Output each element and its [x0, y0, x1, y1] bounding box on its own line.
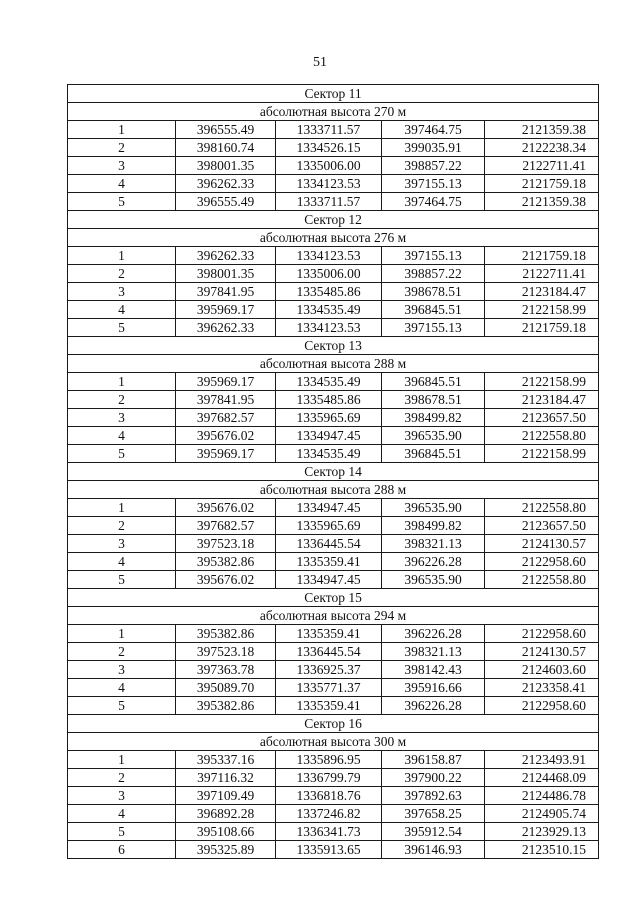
y1-value: 1334947.45 [276, 571, 382, 589]
x2-value: 396226.28 [382, 553, 485, 571]
point-number: 1 [68, 373, 176, 391]
x1-value: 398160.74 [176, 139, 276, 157]
y2-value: 2124486.78 [485, 787, 599, 805]
table-row [68, 193, 599, 211]
x2-value: 396535.90 [382, 427, 485, 445]
x1-value: 396555.49 [176, 193, 276, 211]
y1-value: 1336445.54 [276, 643, 382, 661]
y1-value: 1335965.69 [276, 517, 382, 535]
x2-value: 398857.22 [382, 157, 485, 175]
x2-value: 396845.51 [382, 373, 485, 391]
y1-value: 1337246.82 [276, 805, 382, 823]
table-row [68, 301, 599, 319]
x2-value: 398142.43 [382, 661, 485, 679]
x1-value: 396262.33 [176, 319, 276, 337]
sector-header-row [68, 337, 599, 373]
sector-header-row [68, 589, 599, 625]
point-number: 3 [68, 283, 176, 301]
point-number: 1 [68, 751, 176, 769]
table-row [68, 121, 599, 139]
y1-value: 1335965.69 [276, 409, 382, 427]
y2-value: 2122158.99 [485, 373, 599, 391]
table-row [68, 517, 599, 535]
x2-value: 397464.75 [382, 193, 485, 211]
y1-value: 1335006.00 [276, 265, 382, 283]
sector-title: Сектор 16 [68, 715, 598, 733]
y2-value: 2123358.41 [485, 679, 599, 697]
x1-value: 398001.35 [176, 157, 276, 175]
sector-header-row [68, 85, 599, 121]
point-number: 2 [68, 139, 176, 157]
x2-value: 398857.22 [382, 265, 485, 283]
x1-value: 395382.86 [176, 697, 276, 715]
table-row [68, 643, 599, 661]
y2-value: 2122958.60 [485, 697, 599, 715]
y2-value: 2122711.41 [485, 265, 599, 283]
y1-value: 1334123.53 [276, 175, 382, 193]
y1-value: 1335771.37 [276, 679, 382, 697]
sector-header-cell [68, 589, 599, 625]
table-body [68, 85, 599, 859]
y2-value: 2123184.47 [485, 283, 599, 301]
point-number: 3 [68, 409, 176, 427]
point-number: 5 [68, 697, 176, 715]
y2-value: 2123184.47 [485, 391, 599, 409]
y2-value: 2123510.15 [485, 841, 599, 859]
y1-value: 1335006.00 [276, 157, 382, 175]
x2-value: 397658.25 [382, 805, 485, 823]
x1-value: 397363.78 [176, 661, 276, 679]
x2-value: 397155.13 [382, 319, 485, 337]
y2-value: 2122958.60 [485, 553, 599, 571]
x2-value: 395912.54 [382, 823, 485, 841]
x2-value: 397155.13 [382, 247, 485, 265]
table-row [68, 409, 599, 427]
point-number: 3 [68, 661, 176, 679]
y2-value: 2121759.18 [485, 247, 599, 265]
point-number: 3 [68, 157, 176, 175]
y2-value: 2123929.13 [485, 823, 599, 841]
point-number: 4 [68, 175, 176, 193]
y1-value: 1334947.45 [276, 499, 382, 517]
x2-value: 396226.28 [382, 625, 485, 643]
x2-value: 397155.13 [382, 175, 485, 193]
point-number: 4 [68, 679, 176, 697]
y1-value: 1335359.41 [276, 697, 382, 715]
x1-value: 395969.17 [176, 445, 276, 463]
y2-value: 2123657.50 [485, 409, 599, 427]
table-row [68, 535, 599, 553]
point-number: 5 [68, 193, 176, 211]
x2-value: 397892.63 [382, 787, 485, 805]
x2-value: 399035.91 [382, 139, 485, 157]
x2-value: 396226.28 [382, 697, 485, 715]
point-number: 2 [68, 517, 176, 535]
point-number: 2 [68, 391, 176, 409]
y1-value: 1333711.57 [276, 121, 382, 139]
x2-value: 396146.93 [382, 841, 485, 859]
sector-header-cell [68, 211, 599, 247]
table-row [68, 373, 599, 391]
y1-value: 1334526.15 [276, 139, 382, 157]
x1-value: 395382.86 [176, 625, 276, 643]
table-row [68, 625, 599, 643]
x1-value: 395969.17 [176, 301, 276, 319]
sector-altitude: абсолютная высота 276 м [259, 230, 407, 245]
table-row [68, 841, 599, 859]
x1-value: 397841.95 [176, 391, 276, 409]
table-row [68, 499, 599, 517]
point-number: 1 [68, 499, 176, 517]
x2-value: 398678.51 [382, 391, 485, 409]
sector-header-cell [68, 337, 599, 373]
y2-value: 2124603.60 [485, 661, 599, 679]
x1-value: 396262.33 [176, 175, 276, 193]
sector-altitude: абсолютная высота 300 м [259, 734, 407, 749]
y2-value: 2122238.34 [485, 139, 599, 157]
table-row [68, 661, 599, 679]
y2-value: 2123493.91 [485, 751, 599, 769]
y2-value: 2124468.09 [485, 769, 599, 787]
table-row [68, 571, 599, 589]
y1-value: 1335359.41 [276, 625, 382, 643]
x1-value: 397523.18 [176, 535, 276, 553]
y1-value: 1335359.41 [276, 553, 382, 571]
sector-title: Сектор 13 [68, 337, 598, 355]
table-row [68, 679, 599, 697]
x1-value: 396262.33 [176, 247, 276, 265]
y2-value: 2122558.80 [485, 427, 599, 445]
sector-altitude: абсолютная высота 294 м [259, 608, 407, 623]
point-number: 6 [68, 841, 176, 859]
x1-value: 395676.02 [176, 571, 276, 589]
y2-value: 2122558.80 [485, 571, 599, 589]
point-number: 2 [68, 265, 176, 283]
x2-value: 398499.82 [382, 409, 485, 427]
table-row [68, 139, 599, 157]
sector-coordinates-table [67, 84, 599, 859]
y1-value: 1333711.57 [276, 193, 382, 211]
x2-value: 398499.82 [382, 517, 485, 535]
page-number: 51 [313, 55, 327, 70]
table-row [68, 157, 599, 175]
table-row [68, 175, 599, 193]
x2-value: 398678.51 [382, 283, 485, 301]
x1-value: 397523.18 [176, 643, 276, 661]
y1-value: 1336341.73 [276, 823, 382, 841]
y1-value: 1336925.37 [276, 661, 382, 679]
y1-value: 1334535.49 [276, 301, 382, 319]
table-row [68, 697, 599, 715]
x2-value: 396535.90 [382, 499, 485, 517]
point-number: 3 [68, 535, 176, 553]
y2-value: 2122558.80 [485, 499, 599, 517]
table-row [68, 391, 599, 409]
table-row [68, 445, 599, 463]
x1-value: 395676.02 [176, 499, 276, 517]
y2-value: 2122158.99 [485, 445, 599, 463]
y1-value: 1334123.53 [276, 247, 382, 265]
sector-header-row [68, 463, 599, 499]
table-row [68, 787, 599, 805]
table-row [68, 427, 599, 445]
x2-value: 396845.51 [382, 301, 485, 319]
table-row [68, 247, 599, 265]
y2-value: 2124130.57 [485, 535, 599, 553]
x1-value: 395382.86 [176, 553, 276, 571]
x1-value: 395325.89 [176, 841, 276, 859]
point-number: 4 [68, 805, 176, 823]
x1-value: 397682.57 [176, 517, 276, 535]
x1-value: 395089.70 [176, 679, 276, 697]
x1-value: 397116.32 [176, 769, 276, 787]
x1-value: 396892.28 [176, 805, 276, 823]
x2-value: 398321.13 [382, 643, 485, 661]
y1-value: 1334535.49 [276, 373, 382, 391]
table-row [68, 769, 599, 787]
y2-value: 2124905.74 [485, 805, 599, 823]
x2-value: 396535.90 [382, 571, 485, 589]
table-row [68, 553, 599, 571]
point-number: 5 [68, 319, 176, 337]
point-number: 2 [68, 769, 176, 787]
sector-title: Сектор 12 [68, 211, 598, 229]
sector-title: Сектор 15 [68, 589, 598, 607]
x1-value: 397841.95 [176, 283, 276, 301]
point-number: 1 [68, 625, 176, 643]
x2-value: 397900.22 [382, 769, 485, 787]
x1-value: 395108.66 [176, 823, 276, 841]
y1-value: 1334535.49 [276, 445, 382, 463]
y2-value: 2121359.38 [485, 121, 599, 139]
y2-value: 2121359.38 [485, 193, 599, 211]
y1-value: 1335485.86 [276, 283, 382, 301]
y2-value: 2122158.99 [485, 301, 599, 319]
x1-value: 397109.49 [176, 787, 276, 805]
y2-value: 2121759.18 [485, 175, 599, 193]
x1-value: 395337.16 [176, 751, 276, 769]
point-number: 1 [68, 247, 176, 265]
x2-value: 397464.75 [382, 121, 485, 139]
y2-value: 2121759.18 [485, 319, 599, 337]
sector-header-cell [68, 715, 599, 751]
point-number: 5 [68, 571, 176, 589]
sector-title: Сектор 14 [68, 463, 598, 481]
x2-value: 398321.13 [382, 535, 485, 553]
y1-value: 1336799.79 [276, 769, 382, 787]
y1-value: 1334123.53 [276, 319, 382, 337]
y1-value: 1334947.45 [276, 427, 382, 445]
x2-value: 396158.87 [382, 751, 485, 769]
y1-value: 1335896.95 [276, 751, 382, 769]
table-row [68, 751, 599, 769]
point-number: 5 [68, 823, 176, 841]
table-row [68, 319, 599, 337]
table-row [68, 265, 599, 283]
point-number: 4 [68, 553, 176, 571]
point-number: 2 [68, 643, 176, 661]
x1-value: 396555.49 [176, 121, 276, 139]
sector-header-row [68, 715, 599, 751]
point-number: 3 [68, 787, 176, 805]
point-number: 5 [68, 445, 176, 463]
x1-value: 395969.17 [176, 373, 276, 391]
y2-value: 2122711.41 [485, 157, 599, 175]
y2-value: 2122958.60 [485, 625, 599, 643]
sector-header-cell [68, 85, 599, 121]
y2-value: 2123657.50 [485, 517, 599, 535]
table-row [68, 283, 599, 301]
table-row [68, 805, 599, 823]
x1-value: 397682.57 [176, 409, 276, 427]
sector-header-cell [68, 463, 599, 499]
sector-altitude: абсолютная высота 288 м [259, 482, 407, 497]
y1-value: 1335913.65 [276, 841, 382, 859]
x2-value: 396845.51 [382, 445, 485, 463]
y1-value: 1336445.54 [276, 535, 382, 553]
sector-altitude: абсолютная высота 288 м [259, 356, 407, 371]
sector-altitude: абсолютная высота 270 м [259, 104, 407, 119]
sector-title: Сектор 11 [68, 85, 598, 103]
x1-value: 398001.35 [176, 265, 276, 283]
x1-value: 395676.02 [176, 427, 276, 445]
point-number: 4 [68, 427, 176, 445]
point-number: 4 [68, 301, 176, 319]
point-number: 1 [68, 121, 176, 139]
sector-header-row [68, 211, 599, 247]
table-row [68, 823, 599, 841]
y2-value: 2124130.57 [485, 643, 599, 661]
y1-value: 1336818.76 [276, 787, 382, 805]
y1-value: 1335485.86 [276, 391, 382, 409]
x2-value: 395916.66 [382, 679, 485, 697]
